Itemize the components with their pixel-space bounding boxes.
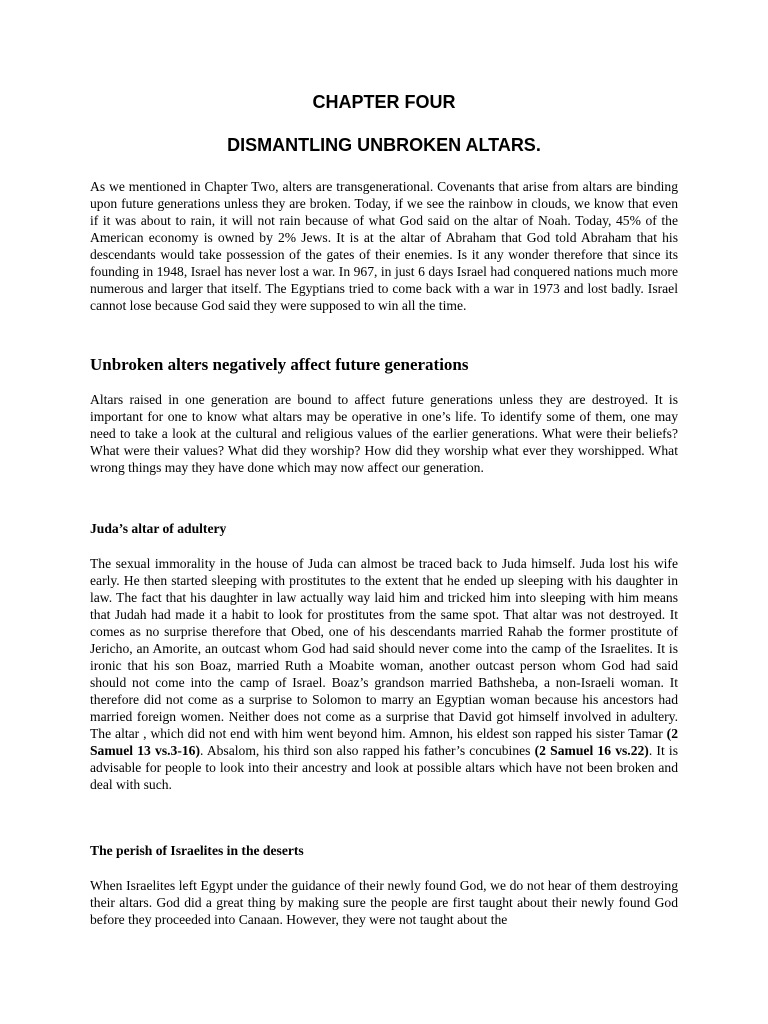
paragraph-text: . Absalom, his third son also rapped his father’s concubines: [199, 743, 535, 758]
paragraph-text: . It is advisable for people to look into their ancestry and look at possible altars which have not been broken and deal with such.: [90, 743, 678, 792]
subsection-heading-perish: The perish of Israelites in the deserts: [90, 843, 304, 858]
subsection-heading-juda: Juda’s altar of adultery: [90, 521, 227, 536]
chapter-number: CHAPTER FOUR: [312, 92, 456, 112]
scripture-reference: (2 Samuel 16 vs.22): [534, 743, 649, 758]
chapter-title: DISMANTLING UNBROKEN ALTARS.: [227, 135, 541, 155]
intro-paragraph: As we mentioned in Chapter Two, alters are transgenerational. Covenants that arise from altars are binding upon future generations unless they are broken. Today, if we see the rainbow in clouds, we know that even if it was about to rain, it will not rain because of what God said on the altar of Noah. Today, 45% of the American economy is owned by 2% Jews. It is at the altar of Abraham that God told Abraham that his descendants would take possession of the gates of their enemies. Is it any wonder therefore that since its founding in 1948, Israel has never lost a war. In 967, in just 6 days Israel had conquered nations much more numerous and larger that itself. The Egyptians tried to come back with a war in 1973 and lost badly. Israel cannot lose because God said they were supposed to win all the time.: [90, 179, 678, 313]
subsection-paragraph-juda: [90, 555, 678, 793]
section-heading: Unbroken alters negatively affect future generations: [90, 355, 469, 374]
section-paragraph: Altars raised in one generation are bound to affect future generations unless they are destroyed. It is important for one to know what altars may be operative in one’s life. To identify some of them, one may need to take a look at the cultural and religious values of the earlier generations. What were their beliefs? What were their values? What did they worship? How did they worship what ever they worshipped. What wrong things may they have done which may now affect our generation.: [90, 392, 678, 475]
subsection-paragraph-perish: When Israelites left Egypt under the guidance of their newly found God, we do not hear of them destroying their altars. God did a great thing by making sure the people are first taught about their newly found God before they proceeded into Canaan. However, they were not taught about the: [90, 878, 678, 927]
paragraph-text: The sexual immorality in the house of Juda can almost be traced back to Juda himself. Juda lost his wife early. He then started sleeping with prostitutes to the extent that he ended up sleeping with his daughter in law. The fact that his daughter in law actually way laid him and tricked him into sleeping with him means that Judah had made it a habit to look for prostitutes from the same spot. That altar was not destroyed. It comes as no surprise therefore that Obed, one of his descendants married Rahab the former prostitute of Jericho, an Amorite, an outcast whom God had said should never come into the camp of the Israelites. It is ironic that his son Boaz, married Ruth a Moabite woman, another outcast person whom God had said should not come into the camp of Israel. Boaz’s grandson married Bathsheba, a non-Israeli woman. It therefore did not come as a surprise to Solomon to marry an Egyptian woman because his ancestors had married foreign women. Neither does not come as a surprise that David got himself involved in adultery. The altar , which did not end with him went beyond him. Amnon, his eldest son rapped his sister Tamar: [90, 556, 678, 741]
scripture-reference: (2 Samuel 13 vs.3-16): [90, 726, 678, 758]
